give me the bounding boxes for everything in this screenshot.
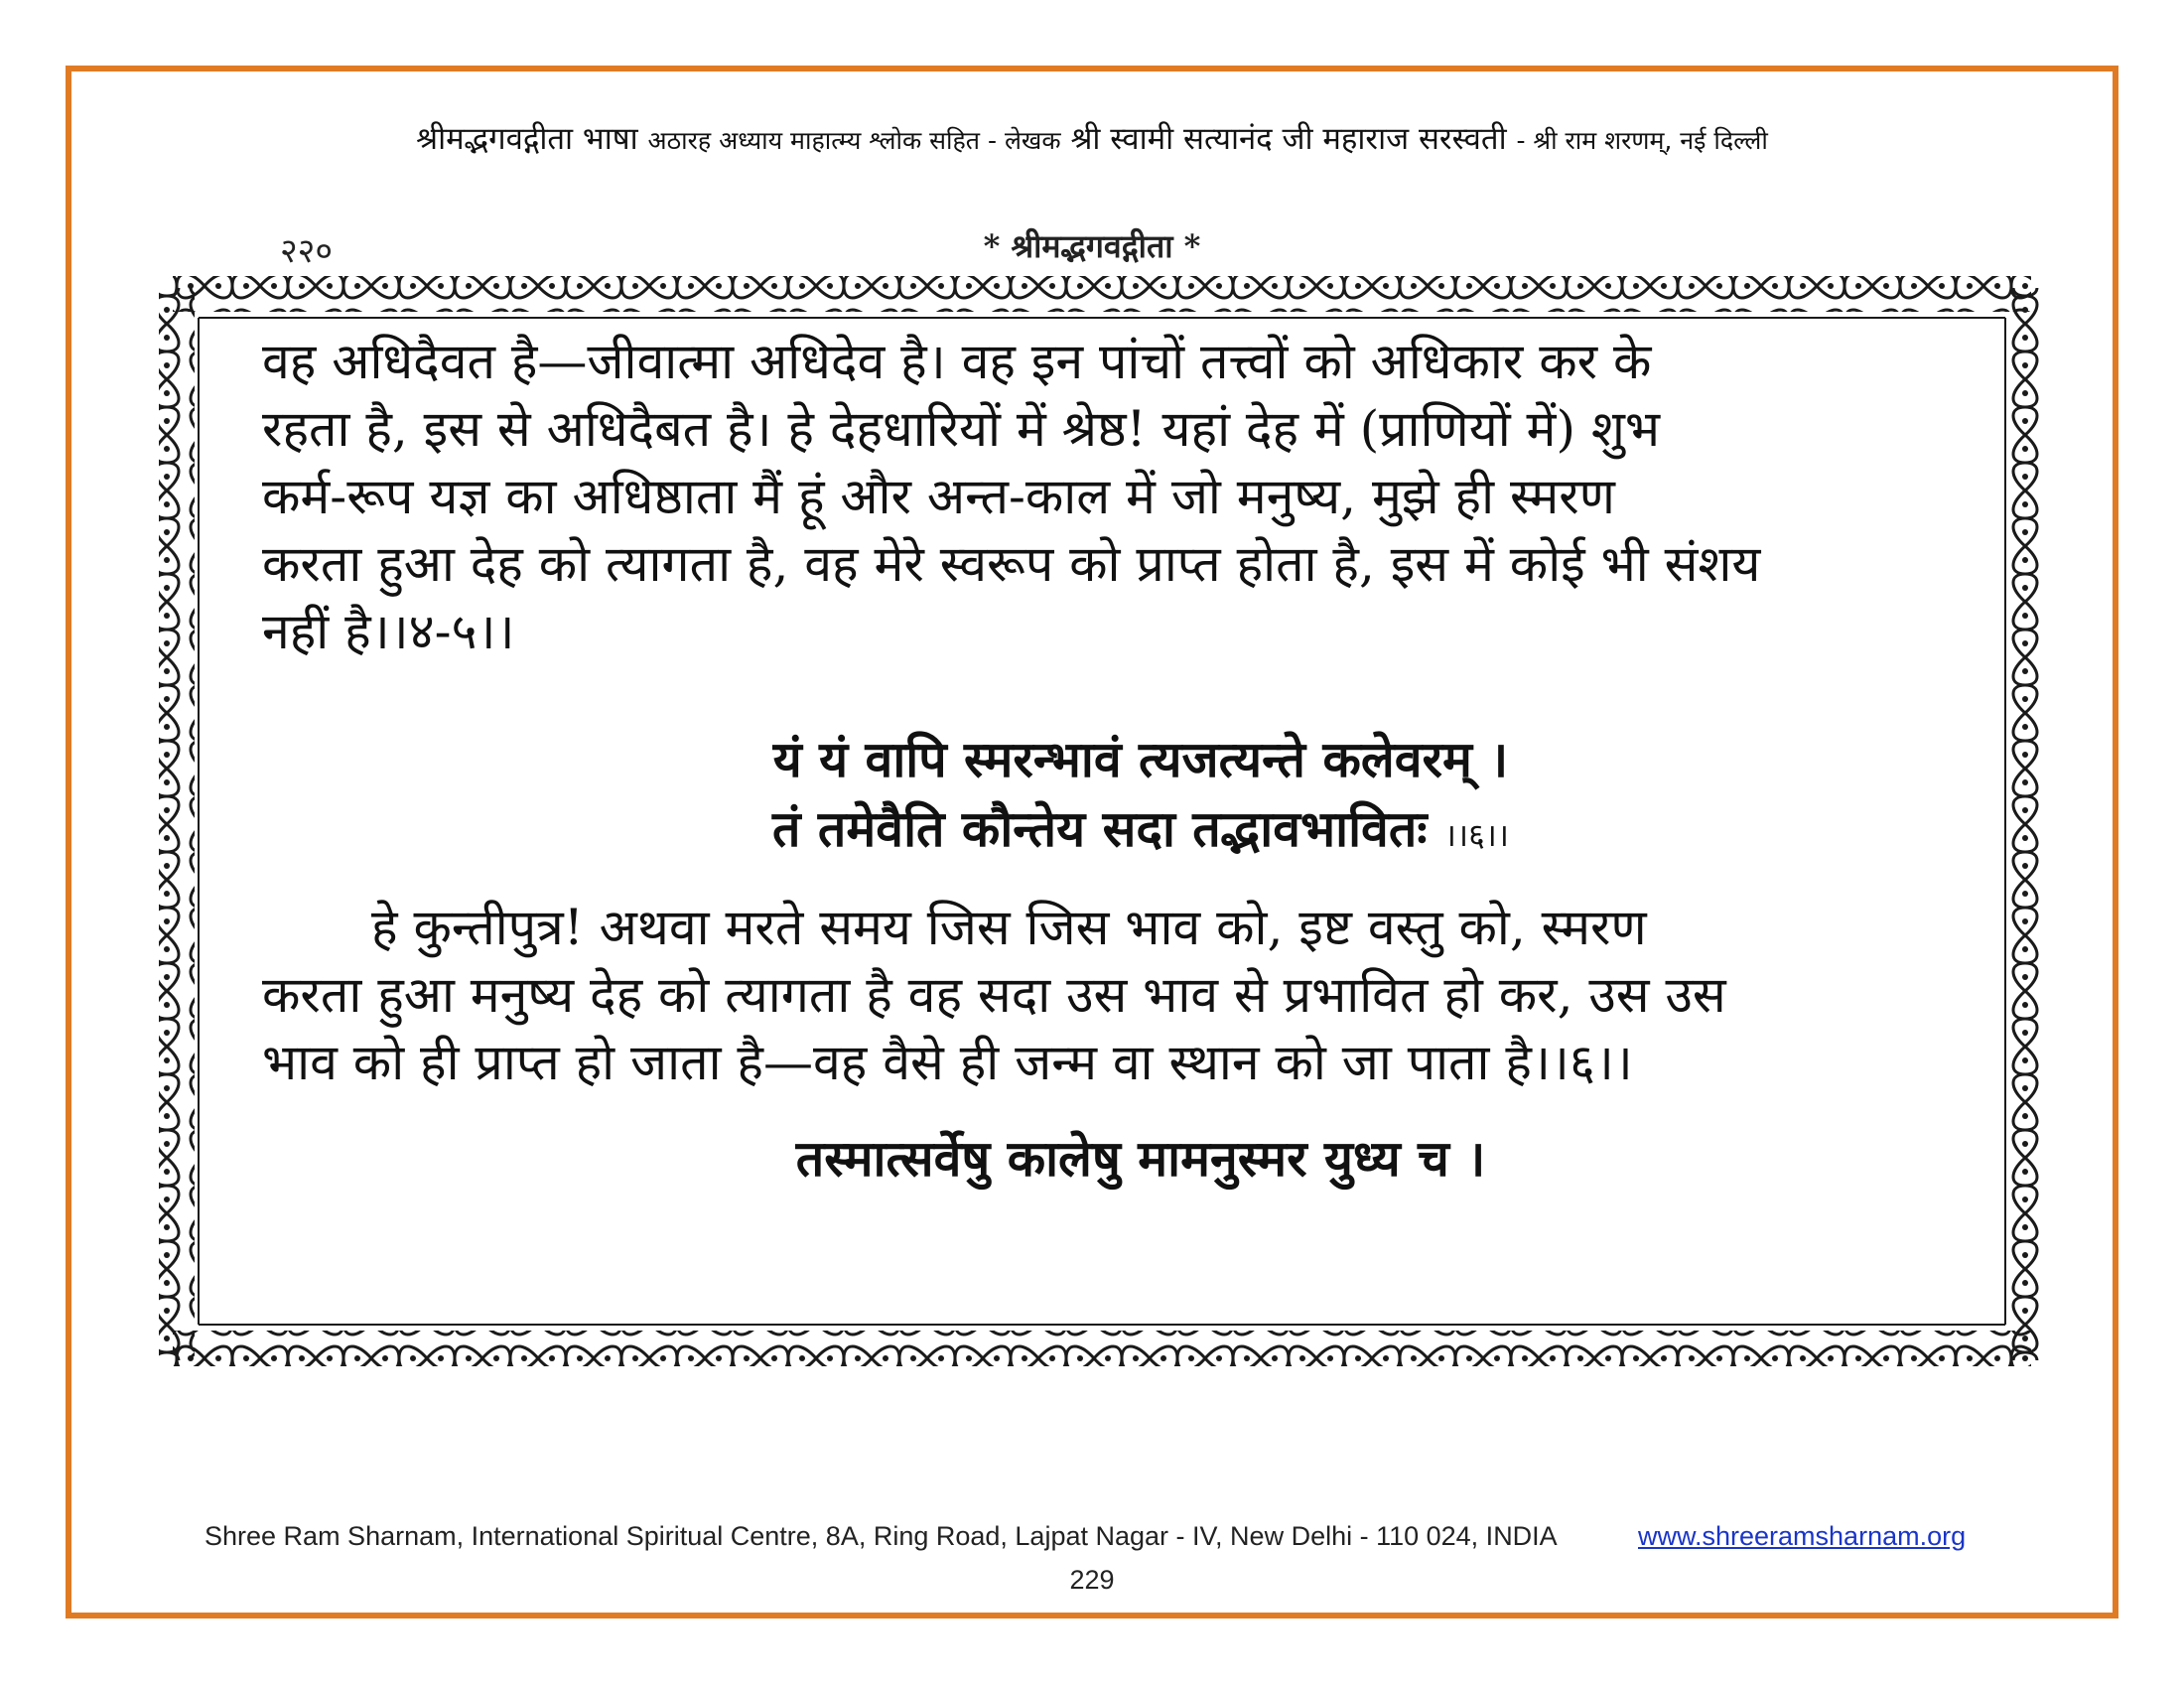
border-left: [159, 288, 195, 1360]
paragraph-line: करता हुआ देह को त्यागता है, वह मेरे स्वरूप को प्राप्त होता है, इस में कोई भी संशय: [262, 535, 1761, 593]
verse-line: [322, 794, 1960, 870]
header-publisher: - श्री राम शरणम्, नई दिल्ली: [1516, 126, 1768, 155]
header-author: श्री स्वामी सत्यानंद जी महाराज सरस्वती: [1070, 121, 1507, 157]
header-title: श्रीमद्भगवद्गीता भाषा: [416, 121, 638, 157]
verse-line: तस्मात्सर्वेषु कालेषु मामनुस्मर युध्य च ।: [795, 1129, 1486, 1188]
footer-address: Shree Ram Sharnam, International Spiritual Centre, 8A, Ring Road, Lajpat Nagar - IV, New Delhi - 110 024, INDIA: [205, 1521, 1558, 1551]
paragraph-line: हे कुन्तीपुत्र! अथवा मरते समय जिस जिस भाव को, इष्ट वस्तु को, स्मरण: [371, 899, 1647, 956]
paragraph-line: कर्म-रूप यज्ञ का अधिष्ठाता मैं हूं और अन्त-काल में जो मनुष्य, मुझे ही स्मरण: [262, 468, 1615, 525]
paragraph-line: नहीं है।।४-५।।: [262, 603, 515, 660]
paragraph-line: रहता है, इस से अधिदैबत है। हे देहधारियों में श्रेष्ठ! यहां देह में (प्राणियों में) शुभ: [262, 400, 1661, 458]
verse-line: यं यं वापि स्मरन्भावं त्यजत्यन्ते कलेवरम् ।: [772, 730, 1509, 788]
header-subtitle: अठारह अध्याय माहात्म्य श्लोक सहित - लेखक: [647, 126, 1061, 155]
book-page-number: २२०: [280, 231, 334, 271]
verse-number: ।।६।।: [1443, 816, 1510, 854]
sanskrit-verse-6: [262, 725, 1960, 870]
paragraph-line: वह अधिदैवत है—जीवात्मा अधिदेव है। वह इन पांचों तत्त्वों को अधिकार कर के: [262, 333, 1652, 390]
paragraph-line: करता हुआ मनुष्य देह को त्यागता है वह सदा उस भाव से प्रभावित हो कर, उस उस: [262, 966, 1726, 1024]
commentary-paragraph-1: [262, 328, 1960, 725]
border-right: [2009, 288, 2045, 1360]
running-head: * श्रीमद्भगवद्गीता *: [983, 227, 1201, 265]
website-link[interactable]: www.shreeramsharnam.org: [1638, 1521, 1967, 1551]
book-text: [262, 328, 1960, 1194]
sanskrit-verse-7: [262, 1124, 1960, 1194]
verse-text: तं तमेवैति कौन्तेय सदा तद्भावभावितः: [771, 799, 1428, 858]
border-bottom: [173, 1331, 2031, 1366]
border-top: [173, 276, 2031, 312]
paragraph-line: भाव को ही प्राप्त हो जाता है—वह वैसे ही जन्म वा स्थान को जा पाता है।।६।।: [262, 1034, 1633, 1091]
commentary-paragraph-2: [262, 894, 1960, 1096]
document-header: [0, 117, 2184, 159]
footer-page-number: 229: [1069, 1565, 1115, 1595]
